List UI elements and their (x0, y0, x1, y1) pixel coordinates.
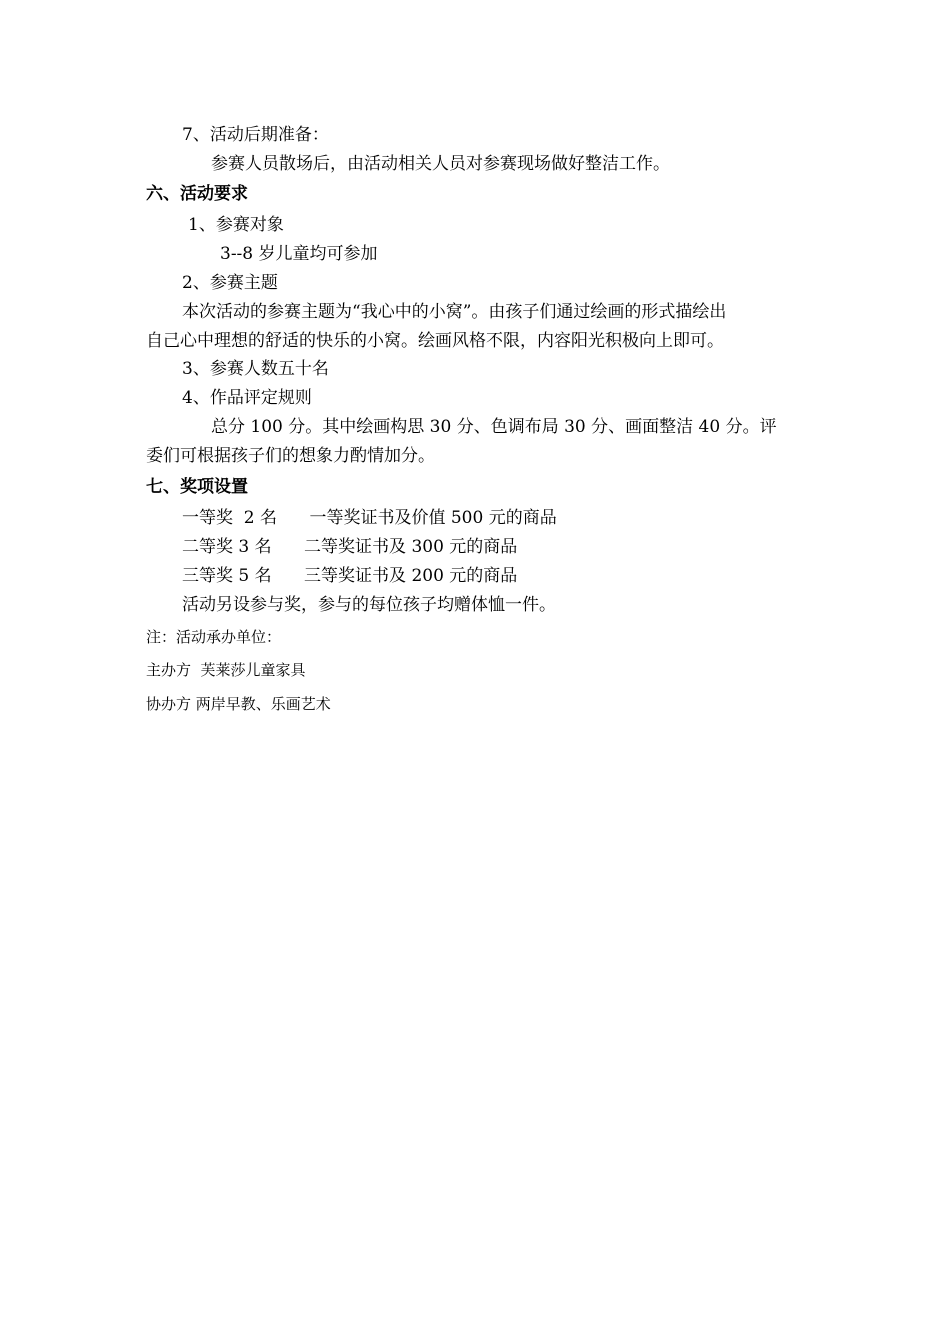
section6-heading: 六、活动要求 (146, 184, 248, 204)
note-title: 注：活动承办单位： (146, 628, 282, 646)
item7-body: 参赛人员散场后，由活动相关人员对参赛现场做好整洁工作。 (211, 154, 670, 174)
req3-title: 3、参赛人数五十名 (182, 359, 329, 379)
req2-body-line1: 本次活动的参赛主题为“我心中的小窝”。由孩子们通过绘画的形式描绘出 (182, 302, 727, 322)
prize-second: 二等奖 3 名 二等奖证书及 300 元的商品 (182, 537, 518, 557)
req4-body-line1: 总分 100 分。其中绘画构思 30 分、色调布局 30 分、画面整洁 40 分。评 (211, 417, 777, 437)
prize-third: 三等奖 5 名 三等奖证书及 200 元的商品 (182, 566, 518, 586)
req1-body: 3--8 岁儿童均可参加 (220, 244, 378, 264)
section7-heading: 七、奖项设置 (146, 477, 248, 497)
prize-first: 一等奖 2 名 一等奖证书及价值 500 元的商品 (182, 508, 557, 528)
req1-title: 1、参赛对象 (188, 215, 284, 235)
host-organizer: 主办方 芙莱莎儿童家具 (146, 661, 306, 679)
prize-participation: 活动另设参与奖，参与的每位孩子均赠体恤一件。 (182, 595, 556, 615)
req4-body-line2: 委们可根据孩子们的想象力酌情加分。 (146, 446, 435, 466)
co-organizer: 协办方 两岸早教、乐画艺术 (146, 695, 331, 713)
item7-title: 7、活动后期准备： (182, 125, 329, 145)
req2-body-line2: 自己心中理想的舒适的快乐的小窝。绘画风格不限，内容阳光积极向上即可。 (146, 331, 724, 351)
req4-title: 4、作品评定规则 (182, 388, 312, 408)
req2-title: 2、参赛主题 (182, 273, 278, 293)
